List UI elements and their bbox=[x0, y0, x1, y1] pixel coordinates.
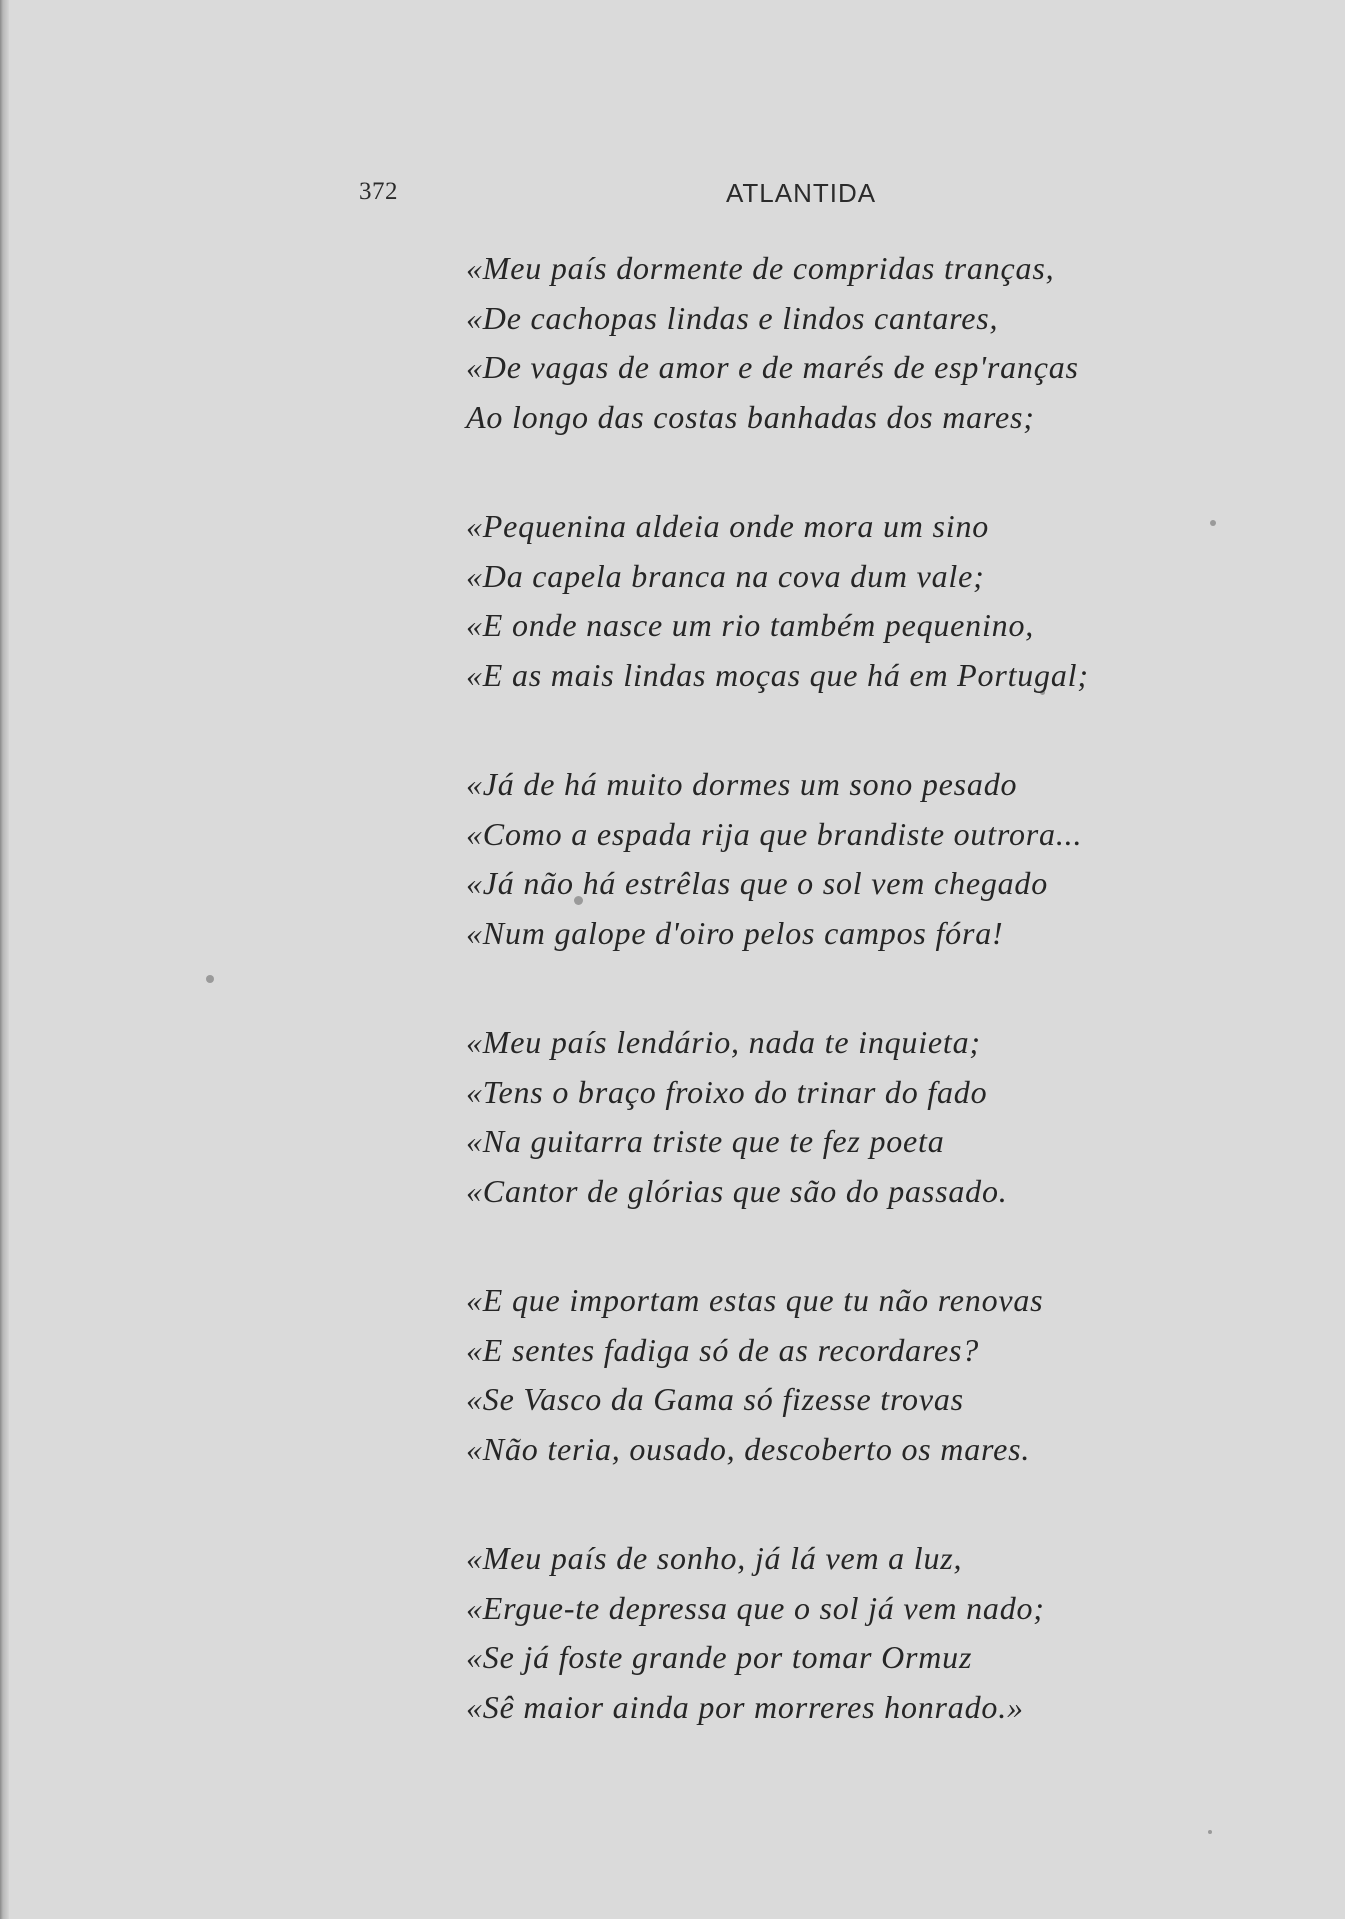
poem-line: «Já de há muito dormes um sono pesado bbox=[466, 766, 1018, 802]
poem-line: «Não teria, ousado, descoberto os mares. bbox=[466, 1430, 1031, 1467]
poem-line: «E sentes fadiga só de as recordares? bbox=[466, 1331, 980, 1368]
poem-line: «Meu país dormente de compridas tranças, bbox=[466, 250, 1055, 286]
poem-line: «Num galope d'oiro pelos campos fóra! bbox=[466, 914, 1004, 951]
poem-line: «Se Vasco da Gama só fizesse trovas bbox=[466, 1381, 964, 1417]
paper-speck bbox=[1210, 520, 1216, 526]
poem-line: «Já não há estrêlas que o sol vem chegado bbox=[466, 865, 1049, 901]
poem-line: «Da capela branca na cova dum vale; bbox=[466, 557, 985, 594]
poem-line: «Sê maior ainda por morreres honrado.» bbox=[466, 1688, 1024, 1725]
poem-line: «Se já foste grande por tomar Ormuz bbox=[466, 1639, 973, 1675]
poem-line: «Pequenina aldeia onde mora um sino bbox=[466, 508, 990, 544]
poem-line: «De cachopas lindas e lindos cantares, bbox=[466, 299, 999, 336]
stanza bbox=[466, 760, 1186, 958]
poem-line: «Como a espada rija que brandiste outrora... bbox=[466, 815, 1083, 852]
poem-line: «Meu país lendário, nada te inquieta; bbox=[466, 1024, 981, 1060]
poem-line: «E que importam estas que tu não renovas bbox=[466, 1282, 1044, 1318]
poem-line: Ao longo das costas banhadas dos mares; bbox=[466, 398, 1035, 435]
stanza bbox=[466, 1276, 1186, 1474]
page-number: 372 bbox=[359, 178, 398, 205]
stanza bbox=[466, 1534, 1186, 1732]
paper-speck bbox=[1208, 1830, 1212, 1834]
poem-line: «Na guitarra triste que te fez poeta bbox=[466, 1123, 945, 1159]
stanza bbox=[466, 244, 1186, 442]
poem-line: «E as mais lindas moças que há em Portugal; bbox=[466, 656, 1089, 693]
poem-line: «E onde nasce um rio também pequenino, bbox=[466, 607, 1035, 643]
page-header bbox=[0, 178, 1345, 218]
poem-line: «Cantor de glórias que são do passado. bbox=[466, 1172, 1008, 1209]
stanza bbox=[466, 1018, 1186, 1216]
paper-speck bbox=[206, 975, 214, 983]
poem-line: «Meu país de sonho, já lá vem a luz, bbox=[466, 1540, 963, 1576]
stanza bbox=[466, 502, 1186, 700]
poem bbox=[466, 244, 1186, 1792]
poem-line: «Tens o braço froixo do trinar do fado bbox=[466, 1073, 988, 1110]
poem-line: «De vagas de amor e de marés de esp'ranças bbox=[466, 349, 1079, 385]
page-binding-edge bbox=[0, 0, 9, 1919]
running-title: ATLANTIDA bbox=[726, 178, 877, 208]
poem-line: «Ergue-te depressa que o sol já vem nado; bbox=[466, 1589, 1045, 1626]
